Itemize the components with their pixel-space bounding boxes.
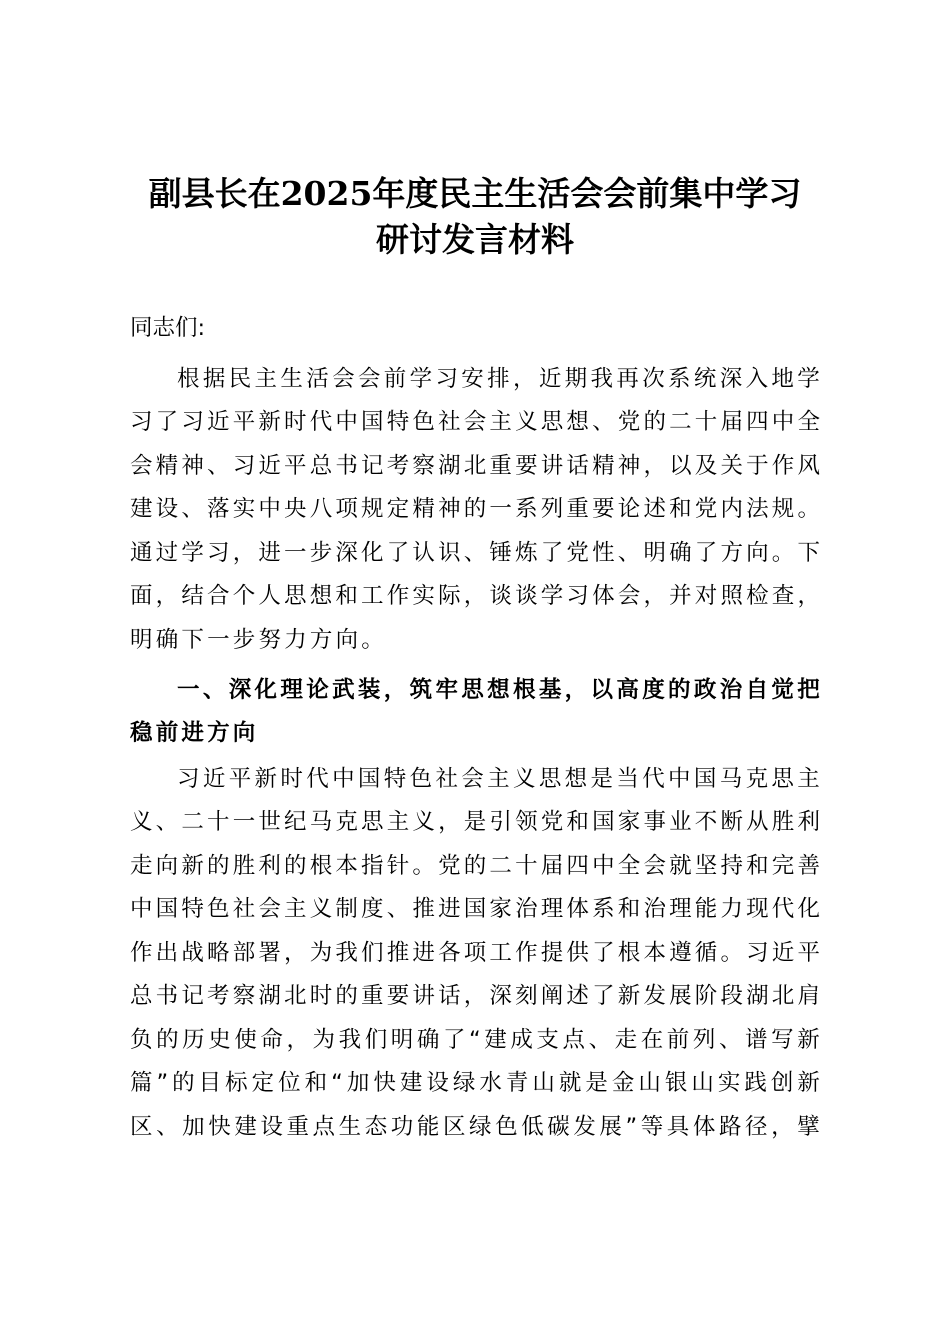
paragraph-line: 建 设 、 落 实 中 央 八 项 规 定 精 神 的 一 系 列 重 要 论 述 和 党 内 法 规 。: [130, 496, 820, 522]
paragraph-line: 面 ， 结 合 个 人 思 想 和 工 作 实 际 ， 谈 谈 学 习 体 会 ， 并 对 照 检 查 ，: [130, 583, 820, 609]
paragraph-line: 作 出 战 略 部 署 ， 为 我 们 推 进 各 项 工 作 提 供 了 根 本 遵 循 。 习 近 平: [130, 940, 820, 966]
salutation: 同志们:: [130, 315, 206, 341]
paragraph-line: 义 、 二 十 一 世 纪 马 克 思 主 义 ， 是 引 领 党 和 国 家 事 业 不 断 从 胜 利: [130, 809, 820, 835]
paragraph-line: 会 精 神 、 习 近 平 总 书 记 考 察 湖 北 重 要 讲 话 精 神 ， 以 及 关 于 作 风: [130, 453, 820, 479]
paragraph-line: 习 近 平 新 时 代 中 国 特 色 社 会 主 义 思 想 是 当 代 中 国 马 克 思 主: [177, 766, 820, 792]
paragraph-line: 走 向 新 的 胜 利 的 根 本 指 针 。 党 的 二 十 届 四 中 全 会 就 坚 持 和 完 善: [130, 853, 820, 879]
section-heading-line: 稳前进方向: [130, 720, 259, 746]
paragraph-line: 篇 ” 的 目 标 定 位 和 “ 加 快 建 设 绿 水 青 山 就 是 金 山 银 山 实 践 创 新: [130, 1070, 820, 1096]
section-heading-line: 一 、 深 化 理 论 武 装 ， 筑 牢 思 想 根 基 ， 以 高 度 的 政 治 自 觉 把: [177, 677, 820, 703]
paragraph-line: 通 过 学 习 ， 进 一 步 深 化 了 认 识 、 锤 炼 了 党 性 、 明 确 了 方 向 。 下: [130, 540, 820, 566]
document-title-line-2: 研讨发言材料: [376, 220, 574, 259]
paragraph-line: 负 的 历 史 使 命 ， 为 我 们 明 确 了 “ 建 成 支 点 、 走 在 前 列 、 谱 写 新: [130, 1027, 820, 1053]
paragraph-line: 明确下一步努力方向。: [130, 627, 388, 653]
paragraph-line: 根 据 民 主 生 活 会 会 前 学 习 安 排 ， 近 期 我 再 次 系 统 深 入 地 学: [177, 366, 820, 392]
paragraph-line: 区 、 加 快 建 设 重 点 生 态 功 能 区 绿 色 低 碳 发 展 ” 等 具 体 路 径 ， 擘: [130, 1114, 820, 1140]
document-title-line-1: 副县长在2025年度民主生活会会前集中学习: [148, 174, 802, 213]
paragraph-line: 中 国 特 色 社 会 主 义 制 度 、 推 进 国 家 治 理 体 系 和 治 理 能 力 现 代 化: [130, 896, 820, 922]
paragraph-line: 习 了 习 近 平 新 时 代 中 国 特 色 社 会 主 义 思 想 、 党 的 二 十 届 四 中 全: [130, 409, 820, 435]
paragraph-line: 总 书 记 考 察 湖 北 时 的 重 要 讲 话 ， 深 刻 阐 述 了 新 发 展 阶 段 湖 北 肩: [130, 983, 820, 1009]
